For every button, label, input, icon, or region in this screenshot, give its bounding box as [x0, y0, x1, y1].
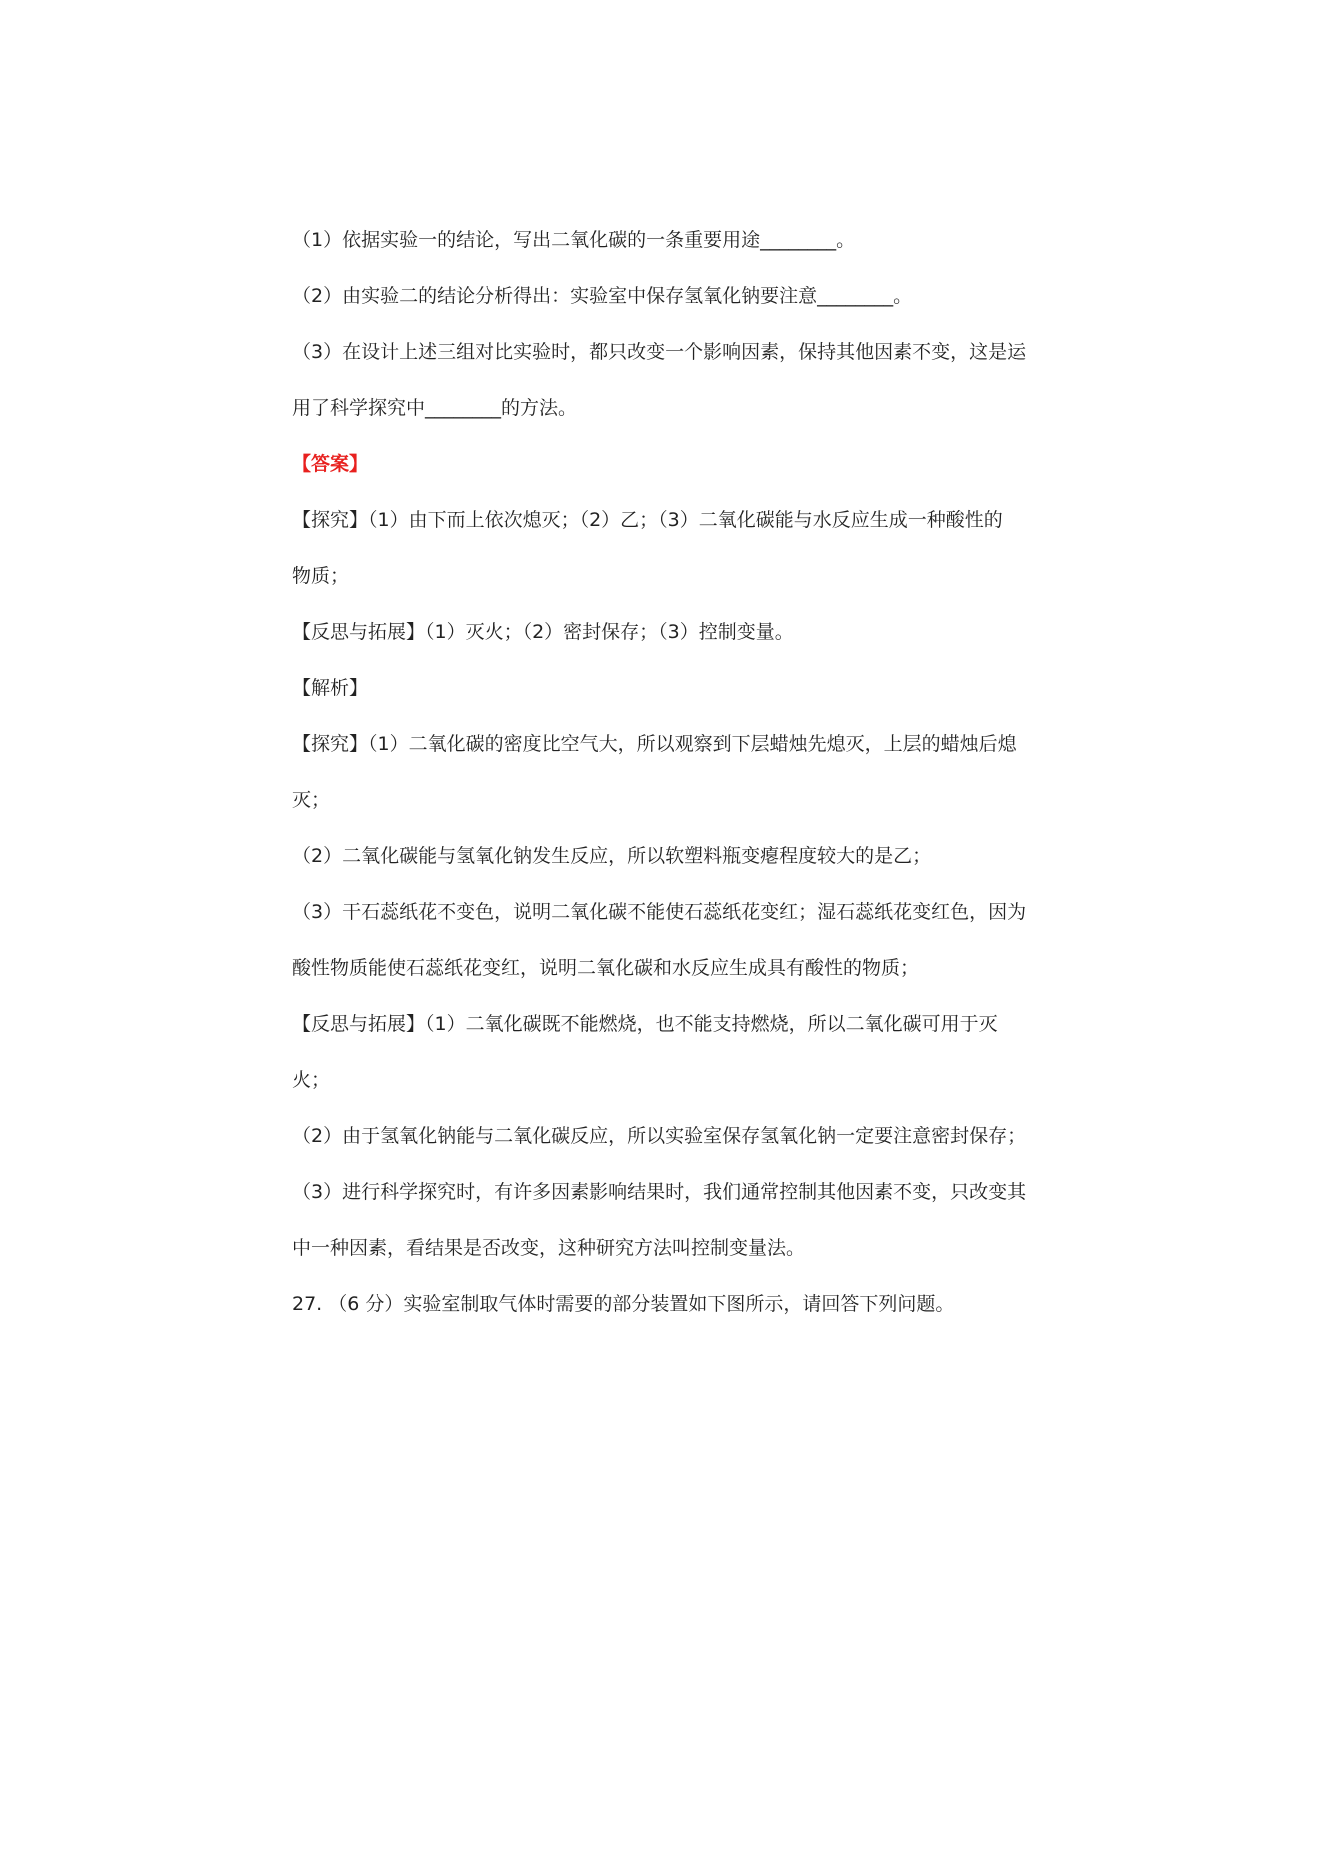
- analysis-heading: 【解析】: [292, 677, 369, 699]
- question-1-text: （1）依据实验一的结论，写出二氧化碳的一条重要用途________。: [292, 229, 856, 251]
- question-3-text-line-1: （3）在设计上述三组对比实验时，都只改变一个影响因素，保持其他因素不变，这是运: [292, 341, 1027, 363]
- analysis-reflect-1-line-2: 火；: [292, 1069, 331, 1091]
- question-27-text: 27. （6 分）实验室制取气体时需要的部分装置如下图所示，请回答下列问题。: [292, 1293, 955, 1315]
- question-2-text: （2）由实验二的结论分析得出：实验室中保存氢氧化钠要注意________。: [292, 285, 913, 307]
- analysis-explore-3-line-2: 酸性物质能使石蕊纸花变红，说明二氧化碳和水反应生成具有酸性的物质；: [292, 957, 920, 979]
- analysis-reflect-3-line-2: 中一种因素，看结果是否改变，这种研究方法叫控制变量法。: [292, 1237, 806, 1259]
- answer-heading: 【答案】: [292, 453, 369, 475]
- analysis-explore-3-line-1: （3）干石蕊纸花不变色，说明二氧化碳不能使石蕊纸花变红；湿石蕊纸花变红色，因为: [292, 901, 1027, 923]
- analysis-explore-1-line-1: 【探究】（1）二氧化碳的密度比空气大，所以观察到下层蜡烛先熄灭，上层的蜡烛后熄: [292, 733, 1017, 755]
- question-3-text-line-2: 用了科学探究中________的方法。: [292, 397, 578, 419]
- analysis-explore-2: （2）二氧化碳能与氢氧化钠发生反应，所以软塑料瓶变瘪程度较大的是乙；: [292, 845, 932, 867]
- answer-explore-line-1: 【探究】（1）由下而上依次熄灭；（2）乙；（3）二氧化碳能与水反应生成一种酸性的: [292, 509, 1003, 531]
- answer-explore-line-2: 物质；: [292, 565, 350, 587]
- analysis-reflect-3-line-1: （3）进行科学探究时，有许多因素影响结果时，我们通常控制其他因素不变，只改变其: [292, 1181, 1027, 1203]
- analysis-reflect-1-line-1: 【反思与拓展】（1）二氧化碳既不能燃烧，也不能支持燃烧，所以二氧化碳可用于灭: [292, 1013, 998, 1035]
- answer-reflect: 【反思与拓展】（1）灭火；（2）密封保存；（3）控制变量。: [292, 621, 794, 643]
- analysis-reflect-2: （2）由于氢氧化钠能与二氧化碳反应，所以实验室保存氢氧化钠一定要注意密封保存；: [292, 1125, 1027, 1147]
- analysis-explore-1-line-2: 灭；: [292, 789, 331, 811]
